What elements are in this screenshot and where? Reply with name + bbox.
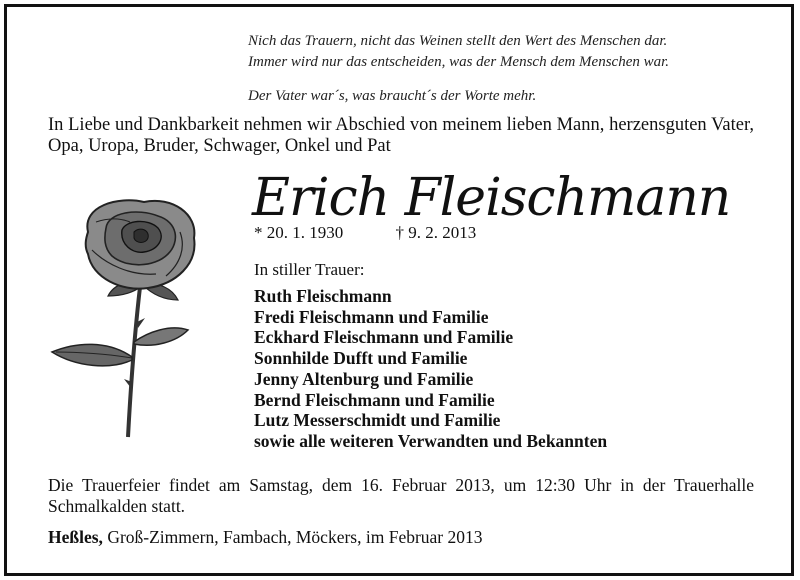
- intro-text: In Liebe und Dankbarkeit nehmen wir Abschied von meinem lieben Mann, herzensguten Vater, Opa, Uropa, Bruder, Schwager, Onkel und Pat: [48, 115, 754, 156]
- place-rest: Groß-Zimmern, Fambach, Möckers, im Februar 2013: [102, 527, 483, 547]
- quote-line-2: Immer wird nur das entscheiden, was der Mensch dem Menschen war.: [248, 54, 670, 70]
- death-date: † 9. 2. 2013: [395, 223, 477, 242]
- quote-line-3: Der Vater war´s, was braucht´s der Worte mehr.: [248, 88, 537, 104]
- mourner-item: Fredi Fleischmann und Familie: [254, 306, 489, 327]
- mourners-label: In stiller Trauer:: [254, 260, 365, 279]
- mourner-item: Ruth Fleischmann: [254, 286, 392, 306]
- mourner-item: Lutz Messerschmidt und Familie: [254, 410, 501, 431]
- life-dates: [254, 223, 476, 243]
- place-line: [48, 527, 483, 548]
- birth-date: * 20. 1. 1930: [254, 223, 344, 242]
- mourner-item: Jenny Altenburg und Familie: [254, 368, 474, 389]
- deceased-name: Erich Fleischmann: [252, 168, 731, 228]
- mourners-list: [254, 286, 607, 452]
- mourner-item: Sonnhilde Dufft und Familie: [254, 348, 468, 369]
- mourner-item: sowie alle weiteren Verwandten und Bekannten: [254, 430, 608, 451]
- place-bold: Heßles,: [48, 527, 103, 547]
- rose-icon: [48, 192, 208, 442]
- funeral-notice: Die Trauerfeier findet am Samstag, dem 16. Februar 2013, um 12:30 Uhr in der Trauerhalle Schmalkalden statt.: [48, 475, 754, 516]
- mourner-item: Eckhard Fleischmann und Familie: [254, 327, 514, 348]
- quote-line-1: Nich das Trauern, nicht das Weinen stellt den Wert des Menschen dar.: [248, 33, 668, 49]
- mourner-item: Bernd Fleischmann und Familie: [254, 389, 495, 410]
